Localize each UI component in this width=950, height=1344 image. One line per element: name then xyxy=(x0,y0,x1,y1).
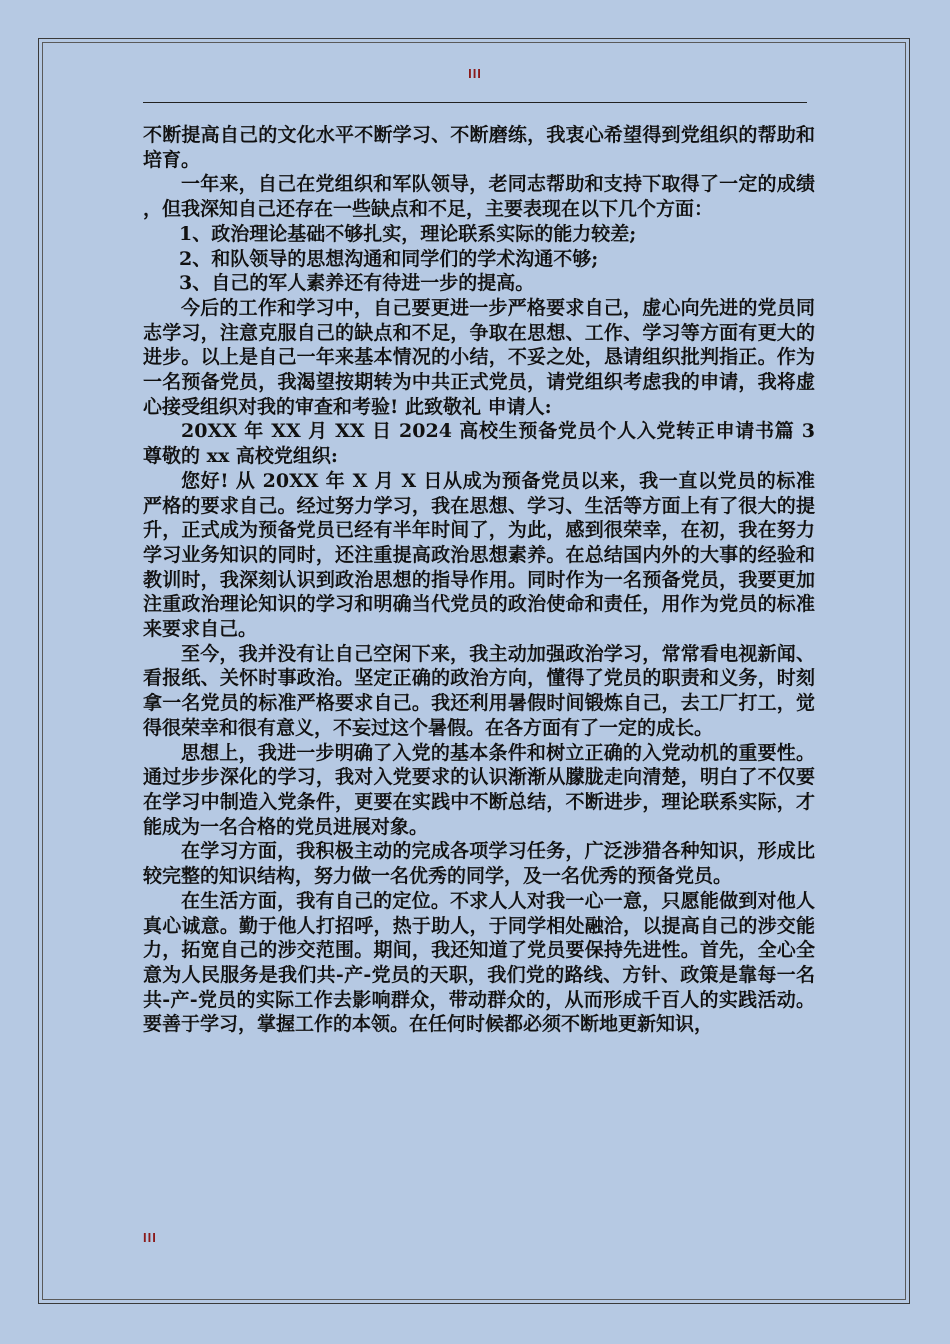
paragraph: 您好! 从 20XX 年 X 月 X 日从成为预备党员以来，我一直以党员的标准严格的要求自己。经过努力学习，我在思想、学习、生活等方面上有了很大的提升，正式成为预备党员已经有半年时间了，为此，感到很荣幸，在初，我在努力学习业务知识的同时，还注重提高政治思想素养。在总结国内外的大事的经验和教训时，我深刻认识到政治思想的指导作用。同时作为一名预备党员，我要更加注重政治理论知识的学习和明确当代党员的政治使命和责任，用作为党员的标准来要求自己。 xyxy=(143,469,815,641)
paragraph: 一年来，自己在党组织和军队领导，老同志帮助和支持下取得了一定的成绩，但我深知自己还存在一些缺点和不足，主要表现在以下几个方面： xyxy=(143,173,815,221)
paragraph: 在学习方面，我积极主动的完成各项学习任务，广泛涉猎各种知识，形成比较完整的知识结构，努力做一名优秀的同学，及一名优秀的预备党员。 xyxy=(143,840,815,888)
paragraph: 至今，我并没有让自己空闲下来，我主动加强政治学习，常常看电视新闻、看报纸、关怀时事政治。坚定正确的政治方向，懂得了党员的职责和义务，时刻拿一名党员的标准严格要求自己。我还利用暑假时间锻炼自己，去工厂打工，觉得很荣幸和很有意义，不妄过这个暑假。在各方面有了一定的成长。 xyxy=(143,642,815,739)
document-body xyxy=(143,123,815,1037)
paragraph: 思想上，我进一步明确了入党的基本条件和树立正确的入党动机的重要性。通过步步深化的学习，我对入党要求的认识渐渐从朦胧走向清楚，明白了不仅要在学习中制造入党条件，更要在实践中不断总结，不断进步，理论联系实际，才能成为一名合格的党员进展对象。 xyxy=(143,741,815,838)
list-item: 2、和队领导的思想沟通和同学们的学术沟通不够; xyxy=(179,247,599,270)
footer-mark: III xyxy=(143,1230,157,1245)
list-item: 1、政治理论基础不够扎实，理论联系实际的能力较差; xyxy=(179,222,637,245)
paragraph: 今后的工作和学习中，自己要更进一步严格要求自己，虚心向先进的党员同志学习，注意克服自己的缺点和不足，争取在思想、工作、学习等方面有更大的进步。以上是自己一年来基本情况的小结，不妥之处，恳请组织批判指正。作为一名预备党员，我渴望按期转为中共正式党员，请党组织考虑我的申请，我将虚心接受组织对我的审查和考验! 此致敬礼 申请人: xyxy=(143,296,815,418)
list-item: 3、自己的军人素养还有待进一步的提高。 xyxy=(179,272,535,295)
header-mark: III xyxy=(468,66,482,81)
paragraph: 不断提高自己的文化水平不断学习、不断磨练，我衷心希望得到党组织的帮助和培育。 xyxy=(143,124,815,171)
paragraph: 20XX 年 XX 月 XX 日 2024 高校生预备党员个人入党转正申请书篇 3 尊敬的 xx 高校党组织: xyxy=(143,420,815,468)
header-divider xyxy=(143,102,807,103)
paragraph: 在生活方面，我有自己的定位。不求人人对我一心一意，只愿能做到对他人真心诚意。勤于他人打招呼，热于助人，于同学相处融洽，以提高自己的涉交能力，拓宽自己的涉交范围。期间，我还知道了党员要保持先进性。首先，全心全意为人民服务是我们共-产-党员的天职，我们党的路线、方针、政策是靠每一名共-产-党员的实际工作去影响群众，带动群众的，从而形成千百人的实践活动。要善于学习，掌握工作的本领。在任何时候都必须不断地更新知识， xyxy=(143,889,815,1036)
